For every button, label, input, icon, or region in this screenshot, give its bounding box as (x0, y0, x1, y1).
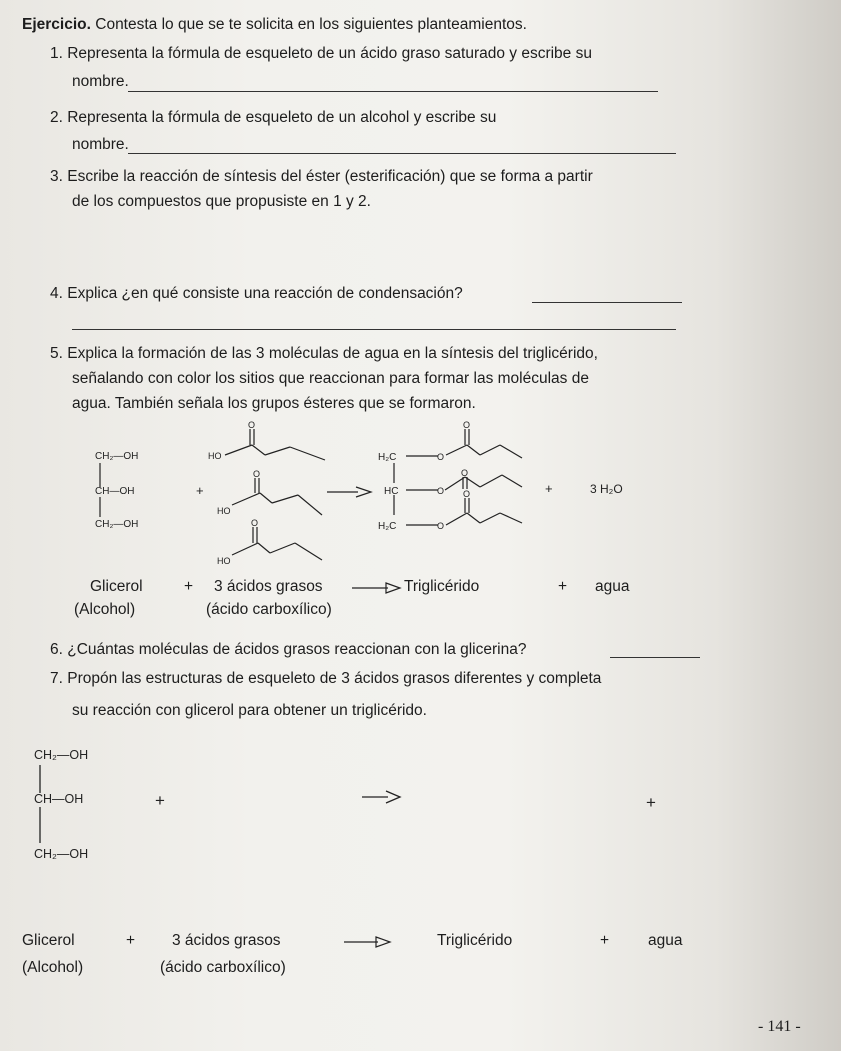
d1-product-o3: O (437, 521, 445, 531)
label2-arrow-icon (344, 936, 394, 948)
d1-acid1-ho: HO (208, 451, 222, 461)
reaction-template-diagram (0, 735, 841, 885)
label1-triglicerido: Triglicérido (404, 578, 480, 595)
question-3-text-2: de los compuestos que propusiste en 1 y 2. (72, 193, 371, 210)
label1-glicerol: Glicerol (90, 578, 143, 595)
d2-plus-1: + (155, 791, 165, 810)
label2-agua: agua (648, 932, 683, 949)
label2-plus-2: + (600, 932, 610, 949)
d1-product-hc: HC (384, 486, 399, 497)
d1-glycerol-row1: CH₂—OH (95, 451, 139, 462)
d2-plus-2: + (646, 793, 656, 812)
d1-plus: + (196, 483, 204, 498)
label1-arrow-icon (352, 582, 402, 594)
d2-glycerol-row1: CH₂—OH (34, 748, 89, 762)
label1-alcohol: (Alcohol) (74, 601, 136, 618)
label1-agua: agua (595, 578, 630, 595)
label1-plus-2: + (558, 578, 568, 595)
question-6-text: 6. ¿Cuántas moléculas de ácidos grasos reaccionan con la glicerina? (50, 641, 527, 658)
label1-acidos: 3 ácidos grasos (214, 578, 323, 595)
question-5-text-2: señalando con color los sitios que reaccionan para formar las moléculas de (72, 370, 589, 387)
label2-triglicerido: Triglicérido (437, 932, 513, 949)
label1-carboxilico: (ácido carboxílico) (206, 601, 332, 618)
question-4-answer-line-2[interactable] (72, 329, 676, 330)
question-7-text: 7. Propón las estructuras de esqueleto de 3 ácidos grasos diferentes y completa (50, 670, 602, 687)
esterification-diagram (0, 415, 841, 585)
d1-product-h2c-bottom: H₂C (378, 521, 397, 532)
exercise-title: Ejercicio. (22, 16, 91, 33)
label2-plus: + (126, 932, 136, 949)
d1-acid3-ho: HO (217, 556, 231, 566)
label2-alcohol: (Alcohol) (22, 959, 84, 976)
question-2-answer-line[interactable] (128, 153, 676, 154)
page-number: - 141 - (758, 1018, 801, 1035)
d2-glycerol-row2: CH—OH (34, 792, 84, 806)
question-2-text: 2. Representa la fórmula de esqueleto de un alcohol y escribe su (50, 109, 497, 126)
question-1-text: 1. Representa la fórmula de esqueleto de un ácido graso saturado y escribe su (50, 45, 592, 62)
d1-acid2-ho: HO (217, 506, 231, 516)
d1-acid2-o: O (253, 469, 261, 479)
d1-product-co3: O (463, 489, 471, 499)
d1-glycerol-row3: CH₂—OH (95, 519, 139, 530)
question-5-text-3: agua. También señala los grupos ésteres que se formaron. (72, 395, 476, 412)
label2-glicerol: Glicerol (22, 932, 75, 949)
question-7-text-2: su reacción con glicerol para obtener un triglicérido. (72, 702, 427, 719)
question-2-name-label: nombre. (72, 136, 129, 153)
d1-acid1-o: O (248, 420, 256, 430)
exercise-instruction: Contesta lo que se te solicita en los siguientes planteamientos. (95, 16, 527, 33)
d1-product-co1: O (463, 420, 471, 430)
question-5-text: 5. Explica la formación de las 3 moléculas de agua en la síntesis del triglicérido, (50, 345, 598, 362)
d1-product-o2: O (437, 486, 445, 496)
question-1-answer-line[interactable] (128, 91, 658, 92)
question-3-text: 3. Escribe la reacción de síntesis del éster (esterificación) que se forma a partir (50, 168, 593, 185)
d1-plus-2: + (545, 481, 553, 496)
d1-glycerol-row2: CH—OH (95, 486, 135, 497)
label1-plus: + (184, 578, 194, 595)
question-6-answer-line[interactable] (610, 657, 700, 658)
question-1-name-label: nombre. (72, 73, 129, 90)
d1-product-co2: O (461, 468, 469, 478)
d1-product-h2c-top: H₂C (378, 452, 397, 463)
d1-product-o1: O (437, 452, 445, 462)
exercise-header (22, 16, 527, 34)
question-4-answer-line[interactable] (532, 302, 682, 303)
label2-acidos: 3 ácidos grasos (172, 932, 281, 949)
d1-acid3-o: O (251, 518, 259, 528)
d1-water: 3 H₂O (590, 482, 623, 496)
question-4-text: 4. Explica ¿en qué consiste una reacción de condensación? (50, 285, 463, 302)
label2-carboxilico: (ácido carboxílico) (160, 959, 286, 976)
d2-glycerol-row3: CH₂—OH (34, 847, 89, 861)
